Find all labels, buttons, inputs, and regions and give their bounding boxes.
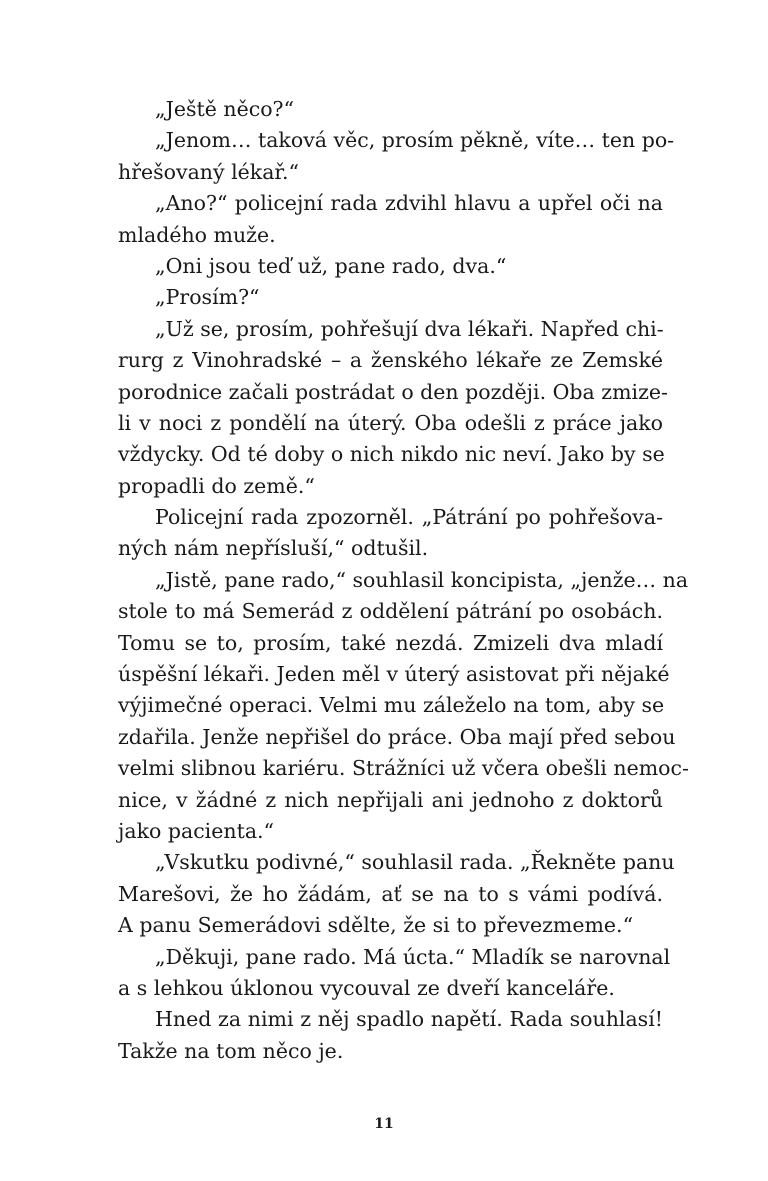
text-line: Hned za nimi z něj spadlo napětí. Rada souhlasí! bbox=[155, 1007, 663, 1032]
paragraph-8 bbox=[118, 565, 689, 848]
text-line: Takže na tom něco je. bbox=[118, 1038, 344, 1063]
text-line: výjimečné operaci. Velmi mu záleželo na tom, aby se bbox=[118, 693, 665, 718]
text-line: „Jistě, pane rado,“ souhlasil koncipista, „jenže… na bbox=[155, 567, 689, 592]
text-line: stole to má Semerád z oddělení pátrání po osobách. bbox=[118, 599, 663, 624]
text-line: rurg z Vinohradské – a ženského lékaře ze Zemské bbox=[118, 348, 663, 373]
text-line: Marešovi, že ho žádám, ať se na to s vámi podívá. bbox=[118, 881, 663, 906]
text-line: „Vskutku podivné,“ souhlasil rada. „Řekněte panu bbox=[155, 850, 675, 875]
text-line: „Prosím?“ bbox=[155, 285, 260, 310]
text-line: zdařila. Jenže nepřišel do práce. Oba mají před sebou bbox=[118, 724, 676, 749]
paragraph-10 bbox=[118, 942, 671, 1005]
text-line: „Jenom… taková věc, prosím pěkně, víte… ten po- bbox=[155, 128, 675, 153]
text-line: porodnice začali postrádat o den později. Oba zmize- bbox=[118, 379, 668, 404]
paragraph-9 bbox=[118, 847, 675, 941]
text-line: „Už se, prosím, pohřešují dva lékaři. Napřed chi- bbox=[155, 316, 664, 341]
paragraph-5 bbox=[118, 282, 663, 313]
paragraph-7 bbox=[118, 502, 663, 565]
text-line: a s lehkou úklonou vycouval ze dveří kanceláře. bbox=[118, 975, 615, 1000]
text-line: „Ano?“ policejní rada zdvihl hlavu a upřel oči na bbox=[155, 191, 663, 216]
text-line: úspěšní lékaři. Jeden měl v úterý asistovat při nějaké bbox=[118, 662, 670, 687]
text-line: Tomu se to, prosím, také nezdá. Zmizeli dva mladí bbox=[118, 630, 663, 655]
paragraph-11 bbox=[118, 1004, 663, 1067]
paragraph-6 bbox=[118, 314, 668, 502]
text-line: „Oni jsou teď už, pane rado, dva.“ bbox=[155, 253, 507, 278]
page-number: 11 bbox=[374, 1116, 394, 1132]
paragraph-1 bbox=[118, 94, 663, 125]
text-line: Policejní rada zpozorněl. „Pátrání po pohřešova- bbox=[155, 505, 663, 530]
paragraph-2 bbox=[118, 125, 675, 188]
text-line: ných nám nepřísluší,“ odtušil. bbox=[118, 536, 429, 561]
paragraph-3 bbox=[118, 188, 663, 251]
paragraph-4 bbox=[118, 251, 663, 282]
page-body bbox=[118, 94, 689, 1067]
text-line: jako pacienta.“ bbox=[118, 818, 275, 843]
text-line: nice, v žádné z nich nepřijali ani jednoho z doktorů bbox=[118, 787, 663, 812]
text-line: velmi slibnou kariéru. Strážníci už včera obešli nemoc- bbox=[118, 756, 689, 781]
text-line: li v noci z pondělí na úterý. Oba odešli z práce jako bbox=[118, 410, 663, 435]
text-line: vždycky. Od té doby o nich nikdo nic neví. Jako by se bbox=[118, 442, 665, 467]
text-line: „Ještě něco?“ bbox=[155, 97, 295, 121]
text-line: mladého muže. bbox=[118, 222, 276, 247]
text-line: propadli do země.“ bbox=[118, 473, 315, 498]
text-line: „Děkuji, pane rado. Má úcta.“ Mladík se narovnal bbox=[155, 944, 671, 969]
text-line: hřešovaný lékař.“ bbox=[118, 159, 299, 184]
text-line: A panu Semerádovi sdělte, že si to převezmeme.“ bbox=[118, 913, 634, 938]
